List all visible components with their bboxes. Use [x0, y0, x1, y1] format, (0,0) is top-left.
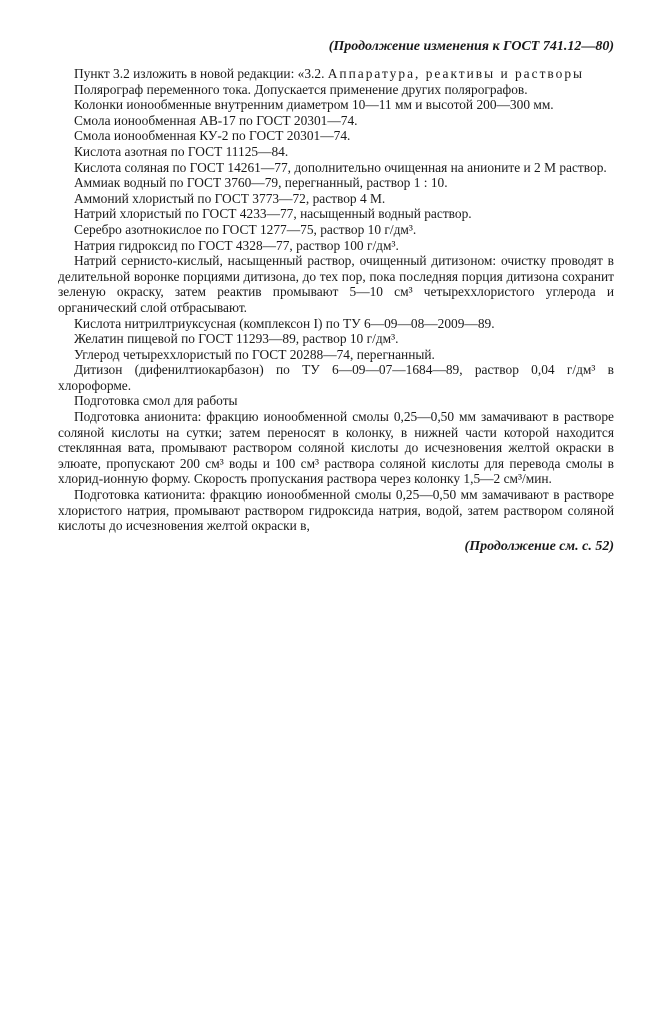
paragraph: Смола ионообменная КУ-2 по ГОСТ 20301—74. — [74, 128, 351, 144]
paragraph: Полярограф переменного тока. Допускается применение других полярографов. — [74, 81, 528, 97]
document-page — [58, 38, 614, 556]
paragraph: Натрия гидроксид по ГОСТ 4328—77, раствор 100 г/дм³. — [74, 237, 399, 253]
paragraph: Кислота соляная по ГОСТ 14261—77, дополнительно очищенная на анионите и 2 М раствор. — [74, 159, 607, 175]
paragraph: Желатин пищевой по ГОСТ 11293—89, раствор 10 г/дм³. — [74, 331, 399, 347]
paragraph: Натрий хлористый по ГОСТ 4233—77, насыщенный водный раствор. — [74, 206, 472, 222]
continuation-header: (Продолжение изменения к ГОСТ 741.12—80) — [328, 39, 614, 54]
paragraph: Аммоний хлористый по ГОСТ 3773—72, раствор 4 М. — [74, 190, 386, 206]
paragraph-intro — [58, 66, 614, 82]
section-title-spaced: Аппаратура, реактивы и растворы — [327, 66, 585, 81]
paragraph: Кислота нитрилтриуксусная (комплексон I) по ТУ 6—09—08—2009—89. — [74, 315, 495, 331]
paragraph: Кислота азотная по ГОСТ 11125—84. — [74, 143, 289, 159]
intro-lead-text: Пункт 3.2 изложить в новой редакции: «3.2. — [74, 66, 328, 81]
paragraph: Аммиак водный по ГОСТ 3760—79, перегнанный, раствор 1 : 10. — [74, 175, 448, 191]
paragraph: Колонки ионообменные внутренним диаметром 10—11 мм и высотой 200—300 мм. — [74, 97, 554, 113]
paragraph: Серебро азотнокислое по ГОСТ 1277—75, раствор 10 г/дм³. — [74, 221, 417, 237]
paragraph: Дитизон (дифенилтиокарбазон) по ТУ 6—09—07—1684—89, раствор 0,04 г/дм³ в хлороформе. — [58, 362, 614, 393]
paragraph: Подготовка анионита: фракцию ионообменной смолы 0,25—0,50 мм замачивают в растворе соляной кислоты на сутки; затем переносят в колонку, в нижней части которой находится стеклянная вата, промывают раствором соляной кислоты до исчезновения желтой окраски в элюате, пропускают 200 см³ воды и 100 см³ раствора соляной кислоты для перевода смолы в хлорид-ионную форму. Скорость пропускания раствора через колонку 1,5—2 см³/мин. — [58, 409, 614, 487]
paragraph: Натрий сернисто-кислый, насыщенный раствор, очищенный дитизоном: очистку проводят в делительной воронке порциями дитизона, до тех пор, пока последняя порция дитизона сохранит зеленую окраску, затем реактив промывают 5—10 см³ четыреххлористого углерода и органический слой отбрасывают. — [58, 253, 614, 315]
paragraph: Смола ионообменная АВ-17 по ГОСТ 20301—74. — [74, 112, 358, 128]
subsection-heading: Подготовка смол для работы — [74, 393, 238, 409]
paragraph: Подготовка катионита: фракцию ионообменной смолы 0,25—0,50 мм замачивают в растворе хлористого натрия, промывают раствором гидроксида натрия, водой, затем раствором соляной кислоты до исчезновения желтой окраски в, — [58, 487, 614, 534]
continuation-footer: (Продолжение см. с. 52) — [464, 538, 614, 554]
document-body — [58, 66, 614, 534]
paragraph: Углерод четыреххлористый по ГОСТ 20288—74, перегнанный. — [74, 346, 435, 362]
